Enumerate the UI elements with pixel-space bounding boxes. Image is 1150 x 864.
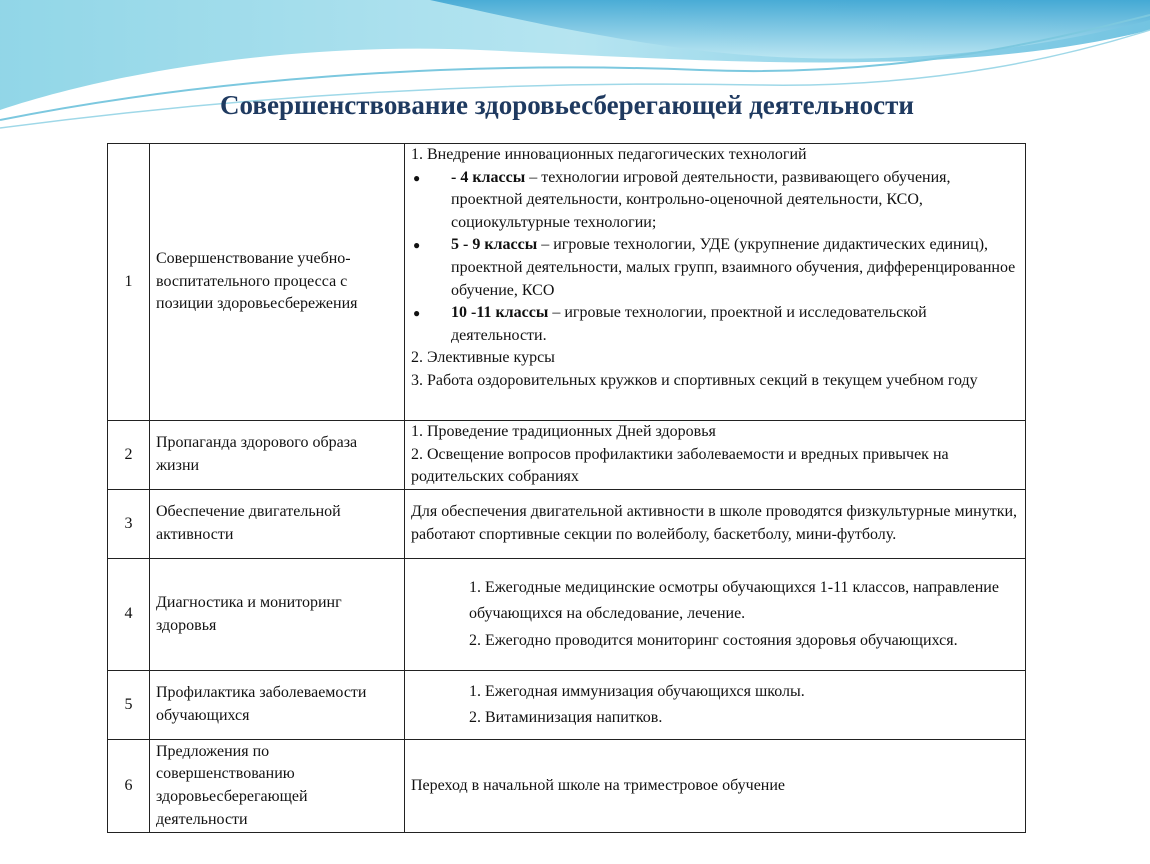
row-content: Переход в начальной школе на триместровое обучение: [405, 740, 1026, 833]
content-item: 1. Ежегодные медицинские осмотры обучающихся 1-11 классов, направление обучающихся на обследование, лечение.: [469, 578, 999, 623]
list-item: [411, 234, 1019, 302]
row-number: 1: [108, 144, 150, 421]
content-item: 3. Работа оздоровительных кружков и спортивных секций в текущем учебном году: [411, 371, 978, 389]
table-row: [108, 421, 1026, 490]
direction-name: Пропаганда здорового образа жизни: [150, 421, 405, 490]
row-content: [405, 421, 1026, 490]
direction-name: Совершенствование учебно-воспитательного процесса с позиции здоровьесбережения: [150, 144, 405, 421]
content-item: 2. Витаминизация напитков.: [469, 709, 663, 726]
grade-label: 5 - 9 классы: [451, 236, 538, 254]
direction-name: Профилактика заболеваемости обучающихся: [150, 671, 405, 740]
row-number: 5: [108, 671, 150, 740]
page-title: Совершенствование здоровьесберегающей деятельности: [220, 90, 914, 120]
bullet-icon: ●: [413, 238, 421, 253]
activities-table: [107, 143, 1026, 833]
content-item: 1. Проведение традиционных Дней здоровья: [411, 423, 716, 441]
row-number: 2: [108, 421, 150, 490]
table-row: [108, 559, 1026, 671]
bullet-icon: ●: [413, 170, 421, 185]
grade-label: - 4 классы: [451, 168, 526, 186]
list-item: [411, 302, 1019, 347]
row-content: [405, 559, 1026, 671]
content-item: 2. Ежегодно проводится мониторинг состояния здоровья обучающихся.: [469, 631, 958, 649]
list-item: [411, 167, 1019, 235]
table-row: [108, 740, 1026, 833]
table-row: [108, 144, 1026, 421]
table-row: [108, 490, 1026, 559]
row-content: [405, 671, 1026, 740]
direction-name: Предложения по совершенствованию здоровьесберегающей деятельности: [150, 740, 405, 833]
content-item: 2. Освещение вопросов профилактики заболеваемости и вредных привычек на родительских собраниях: [411, 445, 949, 486]
row-content: [405, 144, 1026, 421]
row-number: 3: [108, 490, 150, 559]
grade-description: – технологии игровой деятельности, развивающего обучения, проектной деятельности, контрольно-оценочной деятельности, КСО, социокультурные технологии;: [451, 168, 951, 231]
grade-description: – игровые технологии, УДЕ (укрупнение дидактических единиц), проектной деятельности, малых групп, взаимного обучения, дифференцированное обучение, КСО: [451, 236, 1016, 299]
table-row: [108, 671, 1026, 740]
content-item: 2. Элективные курсы: [411, 349, 555, 367]
row-number: 4: [108, 559, 150, 671]
content-intro: 1. Внедрение инновационных педагогических технологий: [411, 146, 807, 163]
direction-name: Обеспечение двигательной активности: [150, 490, 405, 559]
bullet-icon: ●: [413, 306, 421, 321]
row-content: Для обеспечения двигательной активности в школе проводятся физкультурные минутки, работают спортивные секции по волейболу, баскетболу, мини-футболу.: [405, 490, 1026, 559]
row-number: 6: [108, 740, 150, 833]
direction-name: Диагностика и мониторинг здоровья: [150, 559, 405, 671]
grade-label: 10 -11 классы: [451, 304, 549, 322]
grade-description: – игровые технологии, проектной и исследовательской деятельности.: [451, 304, 927, 344]
content-item: 1. Ежегодная иммунизация обучающихся школы.: [469, 682, 805, 700]
